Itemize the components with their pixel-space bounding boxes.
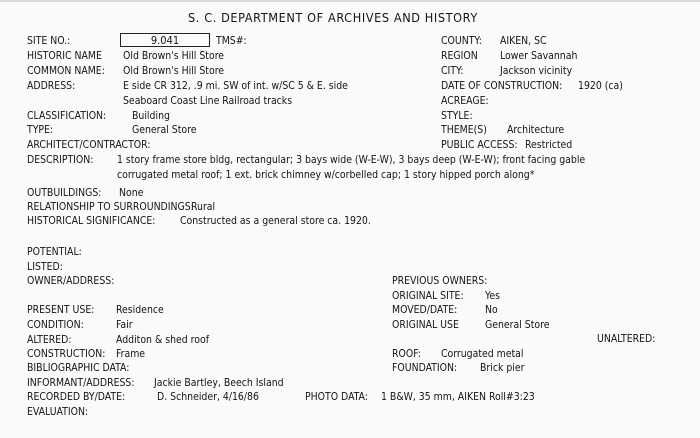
classification-value: Building	[132, 110, 170, 122]
region-value: Lower Savannah	[500, 50, 578, 62]
themes-value: Architecture	[507, 124, 565, 136]
original-site-label: ORIGINAL SITE:	[392, 290, 464, 302]
acreage-label: ACREAGE:	[441, 95, 489, 107]
photo-data-value: 1 B&W, 35 mm, AIKEN Roll#3:23	[381, 391, 535, 403]
altered-label: ALTERED:	[27, 334, 72, 346]
address-label: ADDRESS:	[27, 80, 76, 92]
city-label: CITY:	[441, 65, 464, 77]
themes-label: THEME(S)	[441, 124, 487, 136]
bibliographic-data-label: BIBLIOGRAPHIC DATA:	[27, 362, 130, 374]
site-no-value: 9.041	[150, 34, 180, 47]
date-of-construction-value: 1920 (ca)	[578, 80, 623, 92]
informant-value: Jackie Bartley, Beech Island	[154, 377, 284, 389]
common-name-label: COMMON NAME:	[27, 65, 105, 77]
listed-label: LISTED:	[27, 261, 63, 273]
roof-label: ROOF:	[392, 348, 421, 360]
description-line-1: 1 story frame store bldg, rectangular; 3 bays wide (W-E-W), 3 bays deep (W-E-W); front facing gable	[117, 154, 586, 166]
architect-label: ARCHITECT/CONTRACTOR:	[27, 139, 151, 151]
county-value: AIKEN, SC	[500, 35, 547, 47]
description-label: DESCRIPTION:	[27, 154, 94, 166]
city-value: Jackson vicinity	[500, 65, 573, 77]
historical-significance-value: Constructed as a general store ca. 1920.	[180, 215, 371, 227]
site-no-label: SITE NO.:	[27, 35, 71, 47]
condition-value: Fair	[116, 319, 133, 331]
roof-value: Corrugated metal	[441, 348, 524, 360]
public-access-label: PUBLIC ACCESS:	[441, 139, 518, 151]
moved-date-label: MOVED/DATE:	[392, 304, 458, 316]
county-label: COUNTY:	[441, 35, 482, 47]
foundation-label: FOUNDATION:	[392, 362, 458, 374]
outbuildings-value: None	[119, 187, 144, 199]
photo-data-label: PHOTO DATA:	[305, 391, 368, 403]
classification-label: CLASSIFICATION:	[27, 110, 107, 122]
site-no-field	[120, 33, 210, 47]
moved-date-value: No	[485, 304, 498, 316]
relationship-value: Rural	[191, 201, 216, 213]
owner-address-label: OWNER/ADDRESS:	[27, 275, 115, 287]
address-line-2: Seaboard Coast Line Railroad tracks	[123, 95, 293, 107]
historic-name-value: Old Brown's Hill Store	[123, 50, 225, 62]
outbuildings-label: OUTBUILDINGS:	[27, 187, 102, 199]
original-use-value: General Store	[485, 319, 550, 331]
recorded-by-value: D. Schneider, 4/16/86	[157, 391, 259, 403]
style-label: STYLE:	[441, 110, 473, 122]
common-name-value: Old Brown's Hill Store	[123, 65, 225, 77]
construction-value: Frame	[116, 348, 146, 360]
region-label: REGION	[441, 50, 478, 62]
altered-value: Additon & shed roof	[116, 334, 210, 346]
form-title: S. C. DEPARTMENT OF ARCHIVES AND HISTORY	[188, 10, 478, 25]
scan-edge-line	[0, 0, 700, 2]
historic-name-label: HISTORIC NAME	[27, 50, 102, 62]
address-line-1: E side CR 312, .9 mi. SW of int. w/SC 5 & E. side	[123, 80, 348, 92]
type-value: General Store	[132, 124, 197, 136]
present-use-value: Residence	[116, 304, 164, 316]
tms-label: TMS#:	[216, 35, 247, 47]
public-access-value: Restricted	[525, 139, 573, 151]
condition-label: CONDITION:	[27, 319, 84, 331]
original-use-label: ORIGINAL USE	[392, 319, 459, 331]
unaltered-label: UNALTERED:	[597, 333, 656, 345]
present-use-label: PRESENT USE:	[27, 304, 95, 316]
foundation-value: Brick pier	[480, 362, 525, 374]
relationship-label: RELATIONSHIP TO SURROUNDINGS:	[27, 201, 194, 213]
informant-label: INFORMANT/ADDRESS:	[27, 377, 135, 389]
potential-label: POTENTIAL:	[27, 246, 82, 258]
construction-label: CONSTRUCTION:	[27, 348, 106, 360]
evaluation-label: EVALUATION:	[27, 406, 89, 418]
previous-owners-label: PREVIOUS OWNERS:	[392, 275, 488, 287]
date-of-construction-label: DATE OF CONSTRUCTION:	[441, 80, 563, 92]
description-line-2: corrugated metal roof; 1 ext. brick chimney w/corbelled cap; 1 story hipped porch along*	[117, 169, 535, 181]
historical-significance-label: HISTORICAL SIGNIFICANCE:	[27, 215, 156, 227]
recorded-by-label: RECORDED BY/DATE:	[27, 391, 126, 403]
type-label: TYPE:	[27, 124, 54, 136]
original-site-value: Yes	[485, 290, 500, 302]
